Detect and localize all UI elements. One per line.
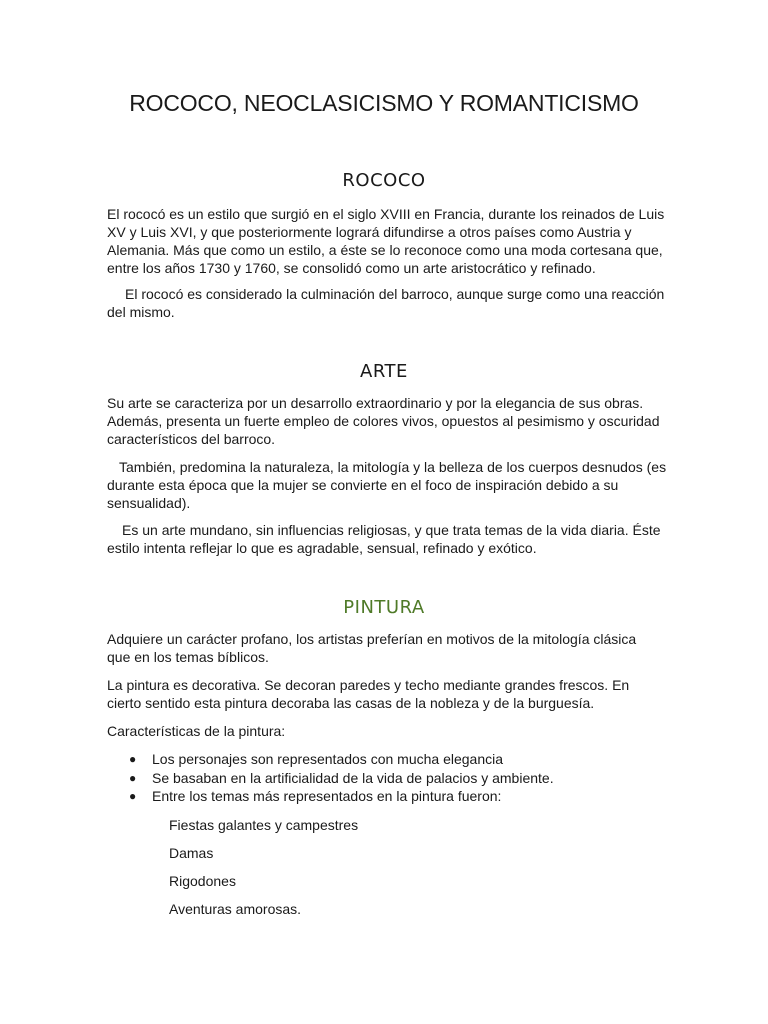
- paragraph-arte-3: Es un arte mundano, sin influencias religiosas, y que trata temas de la vida diaria. Éste estilo intenta reflejar lo que es agradable, sensual, refinado y exótico.: [107, 522, 661, 556]
- paragraph-arte-2: También, predomina la naturaleza, la mitología y la belleza de los cuerpos desnudos (es durante esta época que la mujer se convierte en el foco de inspiración debido a su sensualidad).: [107, 459, 667, 511]
- subitem-damas: Damas: [169, 845, 214, 861]
- bullet-icon: ●: [129, 789, 137, 803]
- list-item: ● Entre los temas más representados en la pintura fueron:: [129, 788, 502, 804]
- subitem-aventuras: Aventuras amorosas.: [169, 901, 302, 917]
- document-title: ROCOCO, NEOCLASICISMO Y ROMANTICISMO: [129, 90, 639, 116]
- paragraph-arte-1: Su arte se caracteriza por un desarrollo extraordinario y por la elegancia de sus obras. Además, presenta un fuerte empleo de colores vivos, opuestos al pesimismo y oscuridad característicos del barroco.: [107, 395, 660, 447]
- paragraph-rococo-2: El rococó es considerado la culminación del barroco, aunque surge como una reacción del mismo.: [107, 286, 665, 320]
- list-item: ● Los personajes son representados con mucha elegancia: [129, 751, 504, 767]
- paragraph-rococo-1: El rococó es un estilo que surgió en el siglo XVIII en Francia, durante los reinados de Luis XV y Luis XVI, y que posteriormente logrará difundirse a otros países como Austria y Alemania. Más que como un estilo, a éste se lo reconoce como una moda cortesana que, entre los años 1730 y 1760, se consolidó como un arte aristocrático y refinado.: [107, 206, 665, 276]
- heading-pintura: PINTURA: [343, 597, 425, 618]
- heading-rococo: ROCOCO: [342, 170, 426, 191]
- paragraph-pintura-2: La pintura es decorativa. Se decoran paredes y techo mediante grandes frescos. En cierto sentido esta pintura decoraba las casas de la nobleza y de la burguesía.: [107, 677, 630, 711]
- subitem-fiestas: Fiestas galantes y campestres: [169, 817, 359, 833]
- heading-arte: ARTE: [360, 361, 408, 382]
- subitem-rigodones: Rigodones: [169, 873, 236, 889]
- bullet-icon: ●: [129, 752, 137, 766]
- paragraph-pintura-1: Adquiere un carácter profano, los artistas preferían en motivos de la mitología clásica que en los temas bíblicos.: [107, 631, 637, 665]
- list-item: ● Se basaban en la artificialidad de la vida de palacios y ambiente.: [129, 769, 554, 786]
- pintura-bullet-list: [107, 750, 667, 806]
- bullet-icon: ●: [129, 770, 137, 785]
- paragraph-pintura-3: Características de la pintura:: [107, 723, 286, 739]
